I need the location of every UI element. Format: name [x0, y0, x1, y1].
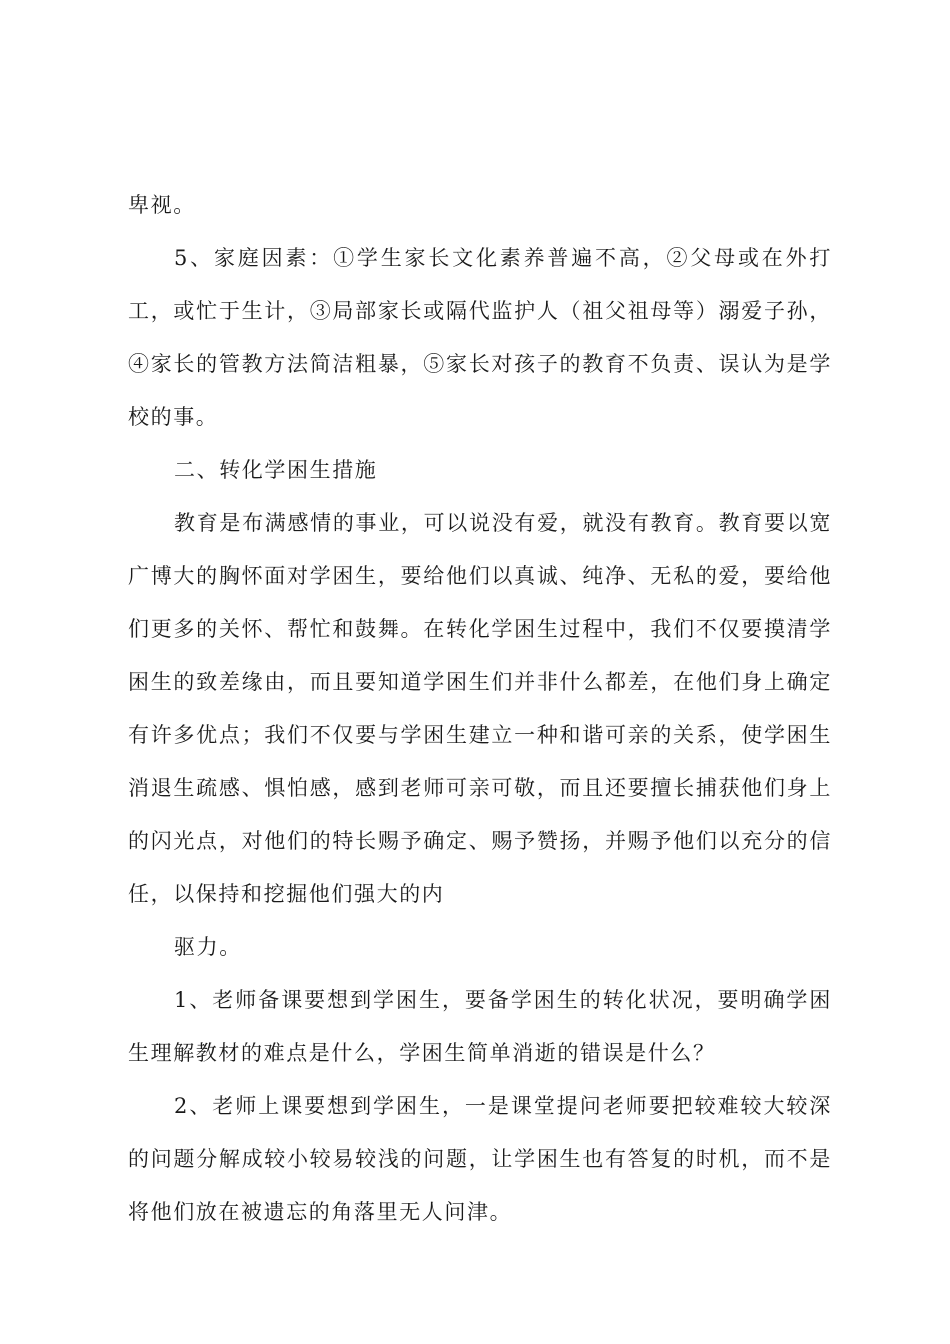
- paragraph-family-factors: 5、家庭因素：①学生家长文化素养普遍不高，②父母或在外打工，或忙于生计，③局部家长或隔代监护人（祖父祖母等）溺爱子孙，④家长的管教方法简洁粗暴，⑤家长对孩子的教育不负责、误认为是学校的事。: [128, 246, 832, 429]
- paragraph-lesson-prep: 1、老师备课要想到学困生，要备学困生的转化状况，要明确学困生理解教材的难点是什么，学困生简单消逝的错误是什么？: [128, 988, 832, 1065]
- section-heading-measures: 二、转化学困生措施: [174, 458, 378, 482]
- paragraph-education-love: 教育是布满感情的事业，可以说没有爱，就没有教育。教育要以宽广博大的胸怀面对学困生，要给他们以真诚、纯净、无私的爱，要给他们更多的关怀、帮忙和鼓舞。在转化学困生过程中，我们不仅要摸清学困生的致差缘由，而且要知道学困生们并非什么都差，在他们身上确定有许多优点；我们不仅要与学困生建立一种和谐可亲的关系，使学困生消退生疏感、惧怕感，感到老师可亲可敬，而且还要擅长捕获他们身上的闪光点，对他们的特长赐予确定、赐予赞扬，并赐予他们以充分的信任，以保持和挖掘他们强大的内: [128, 511, 832, 906]
- document-body: [128, 179, 832, 1239]
- paragraph-continuation: 卑视。: [128, 193, 196, 217]
- paragraph-class-teaching: 2、老师上课要想到学困生，一是课堂提问老师要把较难较大较深的问题分解成较小较易较浅的问题，让学困生也有答复的时机，而不是将他们放在被遗忘的角落里无人问津。: [128, 1094, 832, 1224]
- paragraph-motivation-end: 驱力。: [174, 935, 242, 959]
